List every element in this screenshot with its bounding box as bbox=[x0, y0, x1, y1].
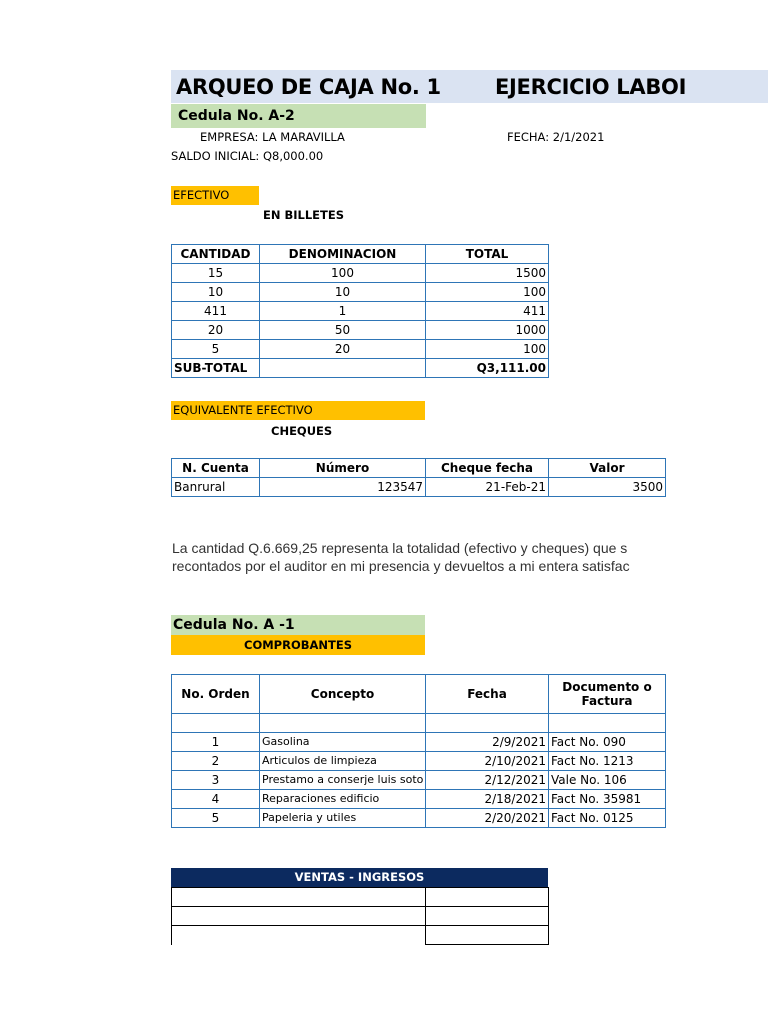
col-header-fecha: Fecha bbox=[426, 675, 549, 714]
cell-cuenta: Banrural bbox=[172, 478, 260, 497]
exercise-title: EJERCICIO LABOI bbox=[495, 75, 687, 99]
table-header-row bbox=[172, 675, 666, 714]
cell-cantidad: 20 bbox=[172, 321, 260, 340]
subtotal-row bbox=[172, 359, 549, 378]
comprobantes-table bbox=[171, 674, 666, 828]
empty-cell bbox=[426, 888, 549, 907]
cell-documento: Vale No. 106 bbox=[549, 771, 666, 790]
cell-concepto: Prestamo a conserje luis soto bbox=[260, 771, 426, 790]
cell-concepto: Papeleria y utiles bbox=[260, 809, 426, 828]
empty-cell bbox=[172, 714, 260, 733]
cell-cantidad: 10 bbox=[172, 283, 260, 302]
page-title: ARQUEO DE CAJA No. 1 bbox=[176, 75, 441, 99]
cell-total: 100 bbox=[426, 283, 549, 302]
table-row bbox=[172, 340, 549, 359]
cell-documento: Fact No. 0125 bbox=[549, 809, 666, 828]
cell-documento: Fact No. 1213 bbox=[549, 752, 666, 771]
cell-numero: 123547 bbox=[260, 478, 426, 497]
table-row bbox=[172, 283, 549, 302]
cell-denominacion: 50 bbox=[260, 321, 426, 340]
cell-concepto: Articulos de limpieza bbox=[260, 752, 426, 771]
cell-documento: Fact No. 090 bbox=[549, 733, 666, 752]
cell-fecha: 2/9/2021 bbox=[426, 733, 549, 752]
table-row bbox=[172, 752, 666, 771]
cell-cantidad: 411 bbox=[172, 302, 260, 321]
equivalente-label: EQUIVALENTE EFECTIVO bbox=[171, 401, 425, 420]
table-row bbox=[172, 790, 666, 809]
cell-orden: 2 bbox=[172, 752, 260, 771]
col-header-cheque-fecha: Cheque fecha bbox=[426, 459, 549, 478]
cell-total: 411 bbox=[426, 302, 549, 321]
empty-cell bbox=[426, 907, 549, 926]
empresa-text: EMPRESA: LA MARAVILLA bbox=[200, 130, 345, 144]
cell-total: 100 bbox=[426, 340, 549, 359]
table-header-row bbox=[172, 459, 666, 478]
col-header-valor: Valor bbox=[549, 459, 666, 478]
cell-cheque-fecha: 21-Feb-21 bbox=[426, 478, 549, 497]
fecha-text: FECHA: 2/1/2021 bbox=[507, 130, 605, 144]
col-header-orden: No. Orden bbox=[172, 675, 260, 714]
table-row bbox=[172, 926, 549, 945]
efectivo-table bbox=[171, 244, 549, 378]
col-header-documento: Documento o Factura bbox=[549, 675, 666, 714]
efectivo-label: EFECTIVO bbox=[171, 186, 259, 205]
table-row bbox=[172, 733, 666, 752]
empty-row bbox=[172, 714, 666, 733]
table-header-row bbox=[172, 245, 549, 264]
table-row bbox=[172, 907, 549, 926]
cell-orden: 1 bbox=[172, 733, 260, 752]
col-header-cuenta: N. Cuenta bbox=[172, 459, 260, 478]
cell-valor: 3500 bbox=[549, 478, 666, 497]
table-row bbox=[172, 264, 549, 283]
subtotal-empty-cell bbox=[260, 359, 426, 378]
col-header-cantidad: CANTIDAD bbox=[172, 245, 260, 264]
table-row bbox=[172, 321, 549, 340]
cheques-table bbox=[171, 458, 666, 497]
empty-cell bbox=[172, 926, 426, 945]
empty-cell bbox=[426, 926, 549, 945]
cell-orden: 3 bbox=[172, 771, 260, 790]
cell-orden: 4 bbox=[172, 790, 260, 809]
cedula-a2-label: Cedula No. A-2 bbox=[171, 104, 426, 128]
cheques-label: CHEQUES bbox=[271, 424, 333, 438]
table-row bbox=[172, 809, 666, 828]
subtotal-value: Q3,111.00 bbox=[426, 359, 549, 378]
empty-cell bbox=[172, 888, 426, 907]
cell-cantidad: 15 bbox=[172, 264, 260, 283]
cell-denominacion: 100 bbox=[260, 264, 426, 283]
empty-cell bbox=[260, 714, 426, 733]
table-row bbox=[172, 771, 666, 790]
col-header-denominacion: DENOMINACION bbox=[260, 245, 426, 264]
cell-denominacion: 20 bbox=[260, 340, 426, 359]
cell-denominacion: 1 bbox=[260, 302, 426, 321]
ventas-ingresos-header: VENTAS - INGRESOS bbox=[171, 868, 548, 887]
table-row bbox=[172, 302, 549, 321]
cell-concepto: Reparaciones edificio bbox=[260, 790, 426, 809]
cell-fecha: 2/20/2021 bbox=[426, 809, 549, 828]
cedula-a1-label: Cedula No. A -1 bbox=[171, 615, 425, 635]
comprobantes-label: COMPROBANTES bbox=[171, 635, 425, 655]
cell-fecha: 2/12/2021 bbox=[426, 771, 549, 790]
empty-cell bbox=[172, 907, 426, 926]
table-row bbox=[172, 478, 666, 497]
statement-line-1: La cantidad Q.6.669,25 representa la totalidad (efectivo y cheques) que s bbox=[172, 540, 628, 556]
saldo-inicial-text: SALDO INICIAL: Q8,000.00 bbox=[171, 149, 324, 163]
cell-total: 1000 bbox=[426, 321, 549, 340]
cell-documento: Fact No. 35981 bbox=[549, 790, 666, 809]
en-billetes-label: EN BILLETES bbox=[263, 208, 345, 222]
col-header-concepto: Concepto bbox=[260, 675, 426, 714]
empty-cell bbox=[549, 714, 666, 733]
empty-cell bbox=[426, 714, 549, 733]
subtotal-label: SUB-TOTAL bbox=[172, 359, 260, 378]
col-header-total: TOTAL bbox=[426, 245, 549, 264]
cell-total: 1500 bbox=[426, 264, 549, 283]
ventas-table bbox=[171, 887, 549, 945]
cell-fecha: 2/10/2021 bbox=[426, 752, 549, 771]
table-row bbox=[172, 888, 549, 907]
cell-cantidad: 5 bbox=[172, 340, 260, 359]
cell-denominacion: 10 bbox=[260, 283, 426, 302]
cell-orden: 5 bbox=[172, 809, 260, 828]
cell-fecha: 2/18/2021 bbox=[426, 790, 549, 809]
statement-line-2: recontados por el auditor en mi presencia y devueltos a mi entera satisfac bbox=[172, 558, 630, 574]
col-header-numero: Número bbox=[260, 459, 426, 478]
cell-concepto: Gasolina bbox=[260, 733, 426, 752]
